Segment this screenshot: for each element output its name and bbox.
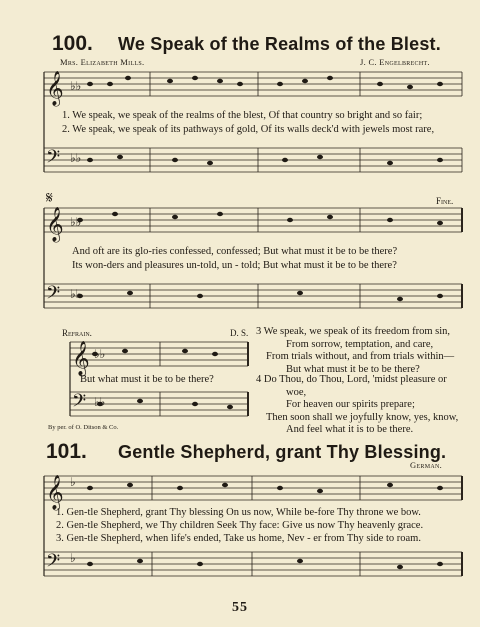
svg-text:♭♭: ♭♭ [70, 215, 82, 229]
treble-clef-icon: 𝄞 [46, 71, 64, 106]
stanza-3-line: But what must it be to be there? [286, 363, 420, 375]
hymn-100-author: Mrs. Elizabeth Mills. [60, 57, 145, 67]
stanza-3-line: 3 We speak, we speak of its freedom from sin, [256, 326, 451, 337]
hymn-101-verse1: 1. Gen-tle Shepherd, grant Thy blessing On us now, While be-fore Thy throne we bow. [56, 507, 421, 518]
ds-marking: D. S. [230, 328, 249, 338]
stanza-4-line: Then soon shall we joyfully know, yes, know, [266, 411, 459, 423]
staff-system-2-treble [44, 208, 462, 232]
staff-101-treble [44, 476, 462, 500]
staff-101-bass [44, 552, 462, 576]
copyright-note: By per. of O. Ditson & Co. [48, 424, 119, 431]
hymn-101-title: Gentle Shepherd, grant Thy Blessing. [118, 442, 447, 462]
treble-clef-icon: 𝄞 [46, 207, 64, 242]
svg-text:♭: ♭ [70, 475, 76, 489]
stanza-4-line: And feel what it is to be there. [286, 424, 414, 436]
hymn-100-verse2-line1: 2. We speak, we speak of its pathways of gold, Of its walls deck'd with jewels most rare, [62, 124, 435, 135]
hymn-100-verse1-line1: 1. We speak, we speak of the realms of the blest, Of that country so bright and so fair; [62, 110, 423, 121]
stanza-4-line: For heaven our spirits prepare; [286, 399, 415, 411]
segno-icon: 𝄋 [46, 190, 53, 207]
stanza-4-line: woe, [286, 386, 307, 398]
svg-text:♭♭: ♭♭ [94, 395, 106, 409]
note-heads [77, 76, 443, 569]
hymn-101-number: 101. [46, 440, 87, 463]
stanza-3-line: From trials without, and from trials within— [266, 351, 455, 363]
refrain-lyric: But what must it be to be there? [80, 374, 214, 385]
bass-clef-icon: 𝄢 [46, 551, 61, 576]
bass-clef-icon: 𝄢 [46, 283, 61, 308]
treble-clef-icon: 𝄞 [46, 475, 64, 510]
svg-text:♭: ♭ [70, 551, 76, 565]
bass-clef-icon: 𝄢 [46, 147, 61, 172]
stanza-3-line: From sorrow, temptation, and care, [286, 338, 434, 350]
svg-text:♭♭: ♭♭ [70, 151, 82, 165]
bass-clef-icon: 𝄢 [72, 391, 87, 416]
hymn-100-verse2-line2: Its won-ders and pleasures un-told, un - told; But what must it be to be there? [72, 260, 397, 271]
hymn-100-number: 100. [52, 32, 93, 55]
svg-text:♭♭: ♭♭ [70, 79, 82, 93]
refrain-label: Refrain. [62, 328, 92, 338]
page-number: 55 [232, 600, 248, 615]
svg-text:♭♭: ♭♭ [70, 287, 82, 301]
stanza-4-line: 4 Do Thou, do Thou, Lord, 'midst pleasure or [256, 374, 447, 385]
hymn-101-composer: German. [410, 460, 443, 470]
hymn-100-composer: J. C. Engelbrecht. [360, 57, 430, 67]
hymn-101-verse3: 3. Gen-tle Shepherd, when life's ended, Take us home, Nev - er from Thy side to roam. [56, 533, 421, 544]
fine-marking: Fine. [436, 196, 454, 206]
staff-system-1-bass [44, 148, 462, 172]
staff-system-2-bass [44, 284, 462, 308]
hymn-101-verse2: 2. Gen-tle Shepherd, we Thy children Seek Thy face: Give us now Thy heavenly grace. [56, 520, 424, 531]
staff-system-1-treble [44, 72, 462, 96]
hymn-100-verse1-line2: And oft are its glo-ries confessed, confessed; But what must it be to be there? [72, 246, 398, 257]
svg-text:♭♭: ♭♭ [94, 347, 106, 361]
stanza-4 [256, 374, 458, 437]
treble-clef-icon: 𝄞 [72, 341, 90, 376]
hymn-100-title: We Speak of the Realms of the Blest. [118, 34, 441, 54]
stanza-3 [256, 326, 454, 376]
